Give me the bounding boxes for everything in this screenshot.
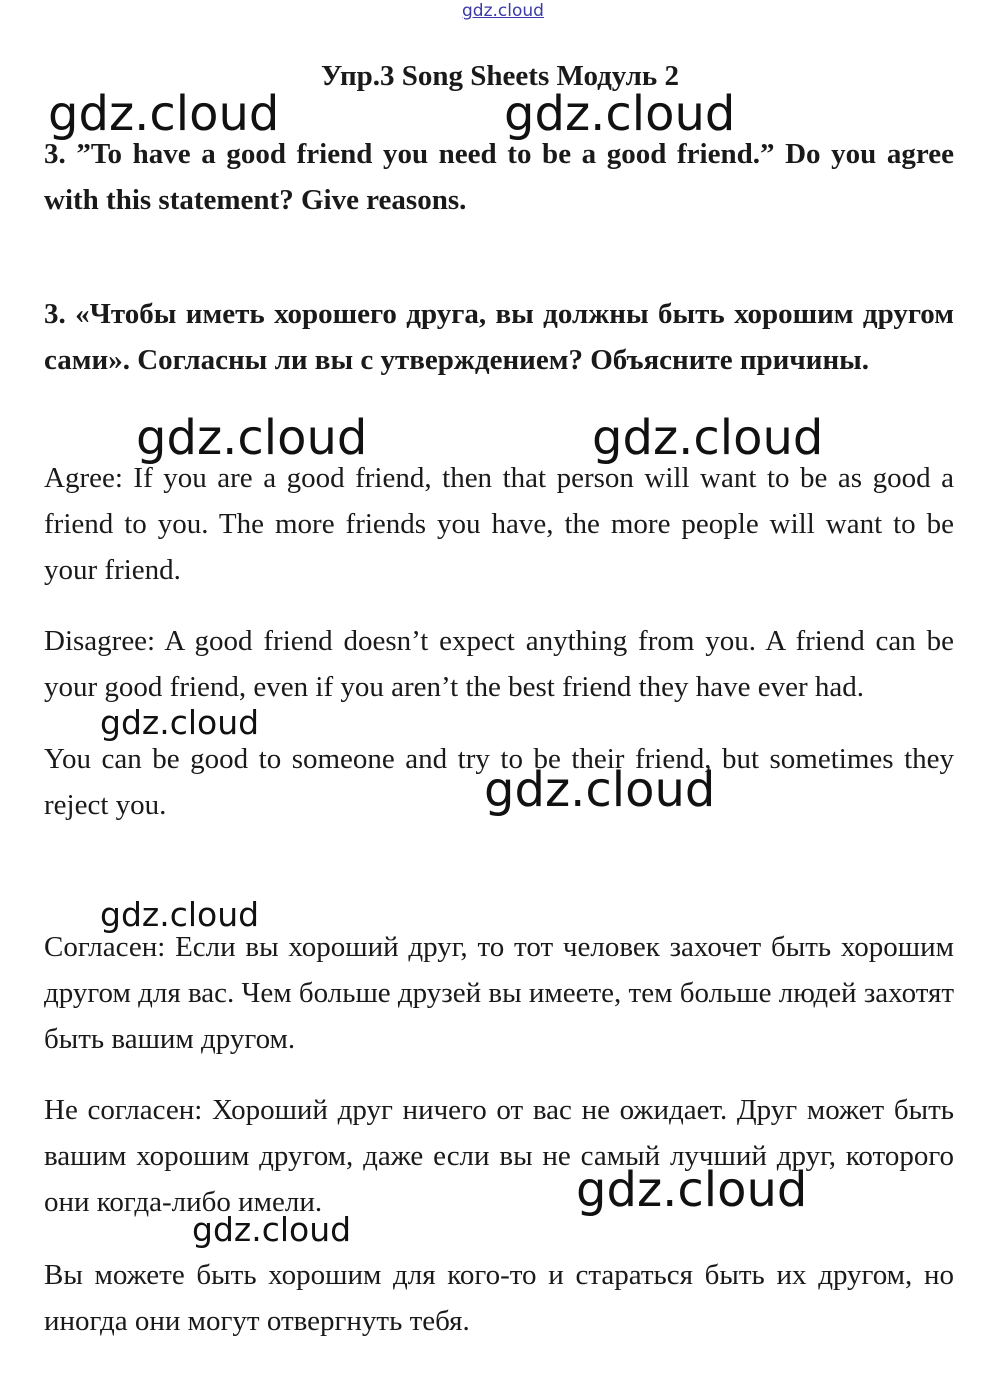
answer-en-agree: Agree: If you are a good friend, then that person will want to be as good a friend to you. The more friends you have, the more people will want to be your friend. <box>44 462 954 586</box>
answer-ru-disagree: Не согласен: Хороший друг ничего от вас не ожидает. Друг может быть вашим хорошим другом, даже если вы не самый лучший друг, которого они когда-либо имели. <box>44 1094 954 1218</box>
page-title: Упр.3 Song Sheets Модуль 2 <box>321 60 679 92</box>
answer-ru-agree: Согласен: Если вы хороший друг, то тот человек захочет быть хорошим другом для вас. Чем больше друзей вы имеете, тем больше людей захотят быть вашим другом. <box>44 931 954 1055</box>
question-russian: 3. «Чтобы иметь хорошего друга, вы должны быть хорошим другом сами». Согласны ли вы с утверждением? Объясните причины. <box>44 298 954 376</box>
watermark-text: gdz.cloud <box>136 410 368 466</box>
header-watermark-link[interactable]: gdz.cloud <box>462 1 544 21</box>
answer-ru-extra: Вы можете быть хорошим для кого-то и стараться быть их другом, но иногда они могут отвергнуть тебя. <box>44 1259 954 1337</box>
watermark-text: gdz.cloud <box>100 895 260 934</box>
answer-en-extra: You can be good to someone and try to be their friend, but sometimes they reject you. <box>44 743 954 821</box>
answer-en-disagree: Disagree: A good friend doesn’t expect anything from you. A friend can be your good friend, even if you aren’t the best friend they have ever had. <box>44 625 954 703</box>
question-english: 3. ”To have a good friend you need to be a good friend.” Do you agree with this statement? Give reasons. <box>44 138 954 216</box>
watermark-text: gdz.cloud <box>192 1210 352 1249</box>
watermark-text: gdz.cloud <box>504 86 736 142</box>
watermark-text: gdz.cloud <box>48 86 280 142</box>
watermark-text: gdz.cloud <box>100 703 260 742</box>
watermark-text: gdz.cloud <box>592 410 824 466</box>
watermark-text: gdz.cloud <box>576 1162 808 1218</box>
watermark-text: gdz.cloud <box>484 762 716 818</box>
